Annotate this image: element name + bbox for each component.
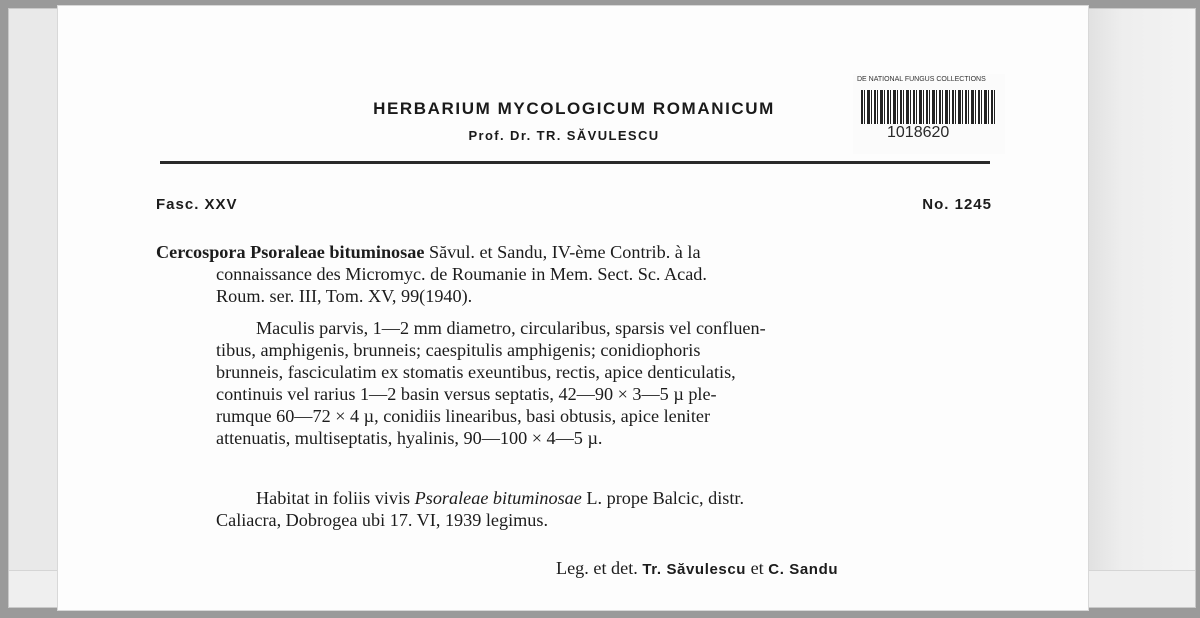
herbarium-label <box>58 6 1088 610</box>
fascicle-label: Fasc. XXV <box>156 196 238 213</box>
description-line: tibus, amphigenis, brunneis; caespitulis amphigenis; conidiophoris <box>216 340 701 360</box>
habitat-line-1 <box>256 488 744 510</box>
header-divider <box>160 161 990 164</box>
collector-joiner: et <box>750 558 764 578</box>
habitat-suffix: L. prope Balcic, distr. <box>586 488 744 508</box>
barcode-sticker <box>853 74 1005 154</box>
barcode-number: 1018620 <box>887 124 950 141</box>
herbarium-title: HERBARIUM MYCOLOGICUM ROMANICUM <box>373 99 775 118</box>
collector-name-1: Tr. Săvulescu <box>642 561 747 578</box>
collector-name-2: C. Sandu <box>768 561 839 578</box>
habitat-line-2: Caliacra, Dobrogea ubi 17. VI, 1939 legimus. <box>216 510 549 530</box>
citation-line-2: connaissance des Micromyc. de Roumanie in Mem. Sect. Sc. Acad. <box>216 264 707 284</box>
species-name: Cercospora Psoraleae bituminosae <box>156 242 425 262</box>
specimen-number: No. 1245 <box>922 196 992 213</box>
description-line: continuis vel rarius 1—2 basin versus septatis, 42—90 × 3—5 µ ple- <box>216 384 717 404</box>
host-name: Psoraleae bituminosae <box>414 488 582 508</box>
barcode-icon <box>861 90 997 124</box>
herbarium-curator: Prof. Dr. TR. SĂVULESCU <box>468 128 660 143</box>
habitat-prefix: Habitat in foliis vivis <box>256 488 411 508</box>
description-line: brunneis, fasciculatim ex stomatis exeuntibus, rectis, apice denticulatis, <box>216 362 736 382</box>
citation-line-1 <box>156 242 701 264</box>
description-line: rumque 60—72 × 4 µ, conidiis linearibus, basi obtusis, apice leniter <box>216 406 711 426</box>
collector-line <box>556 558 838 581</box>
barcode-caption: DE NATIONAL FUNGUS COLLECTIONS <box>857 76 986 83</box>
citation-line-3: Roum. ser. III, Tom. XV, 99(1940). <box>216 286 473 306</box>
description-line: Maculis parvis, 1—2 mm diametro, circularibus, sparsis vel confluen- <box>256 318 766 338</box>
citation-authority: Săvul. et Sandu, IV-ème Contrib. à la <box>428 242 701 262</box>
collector-prefix: Leg. et det. <box>556 558 638 578</box>
description-line: attenuatis, multiseptatis, hyalinis, 90—100 × 4—5 µ. <box>216 428 603 448</box>
envelope-fold <box>1074 9 1195 607</box>
